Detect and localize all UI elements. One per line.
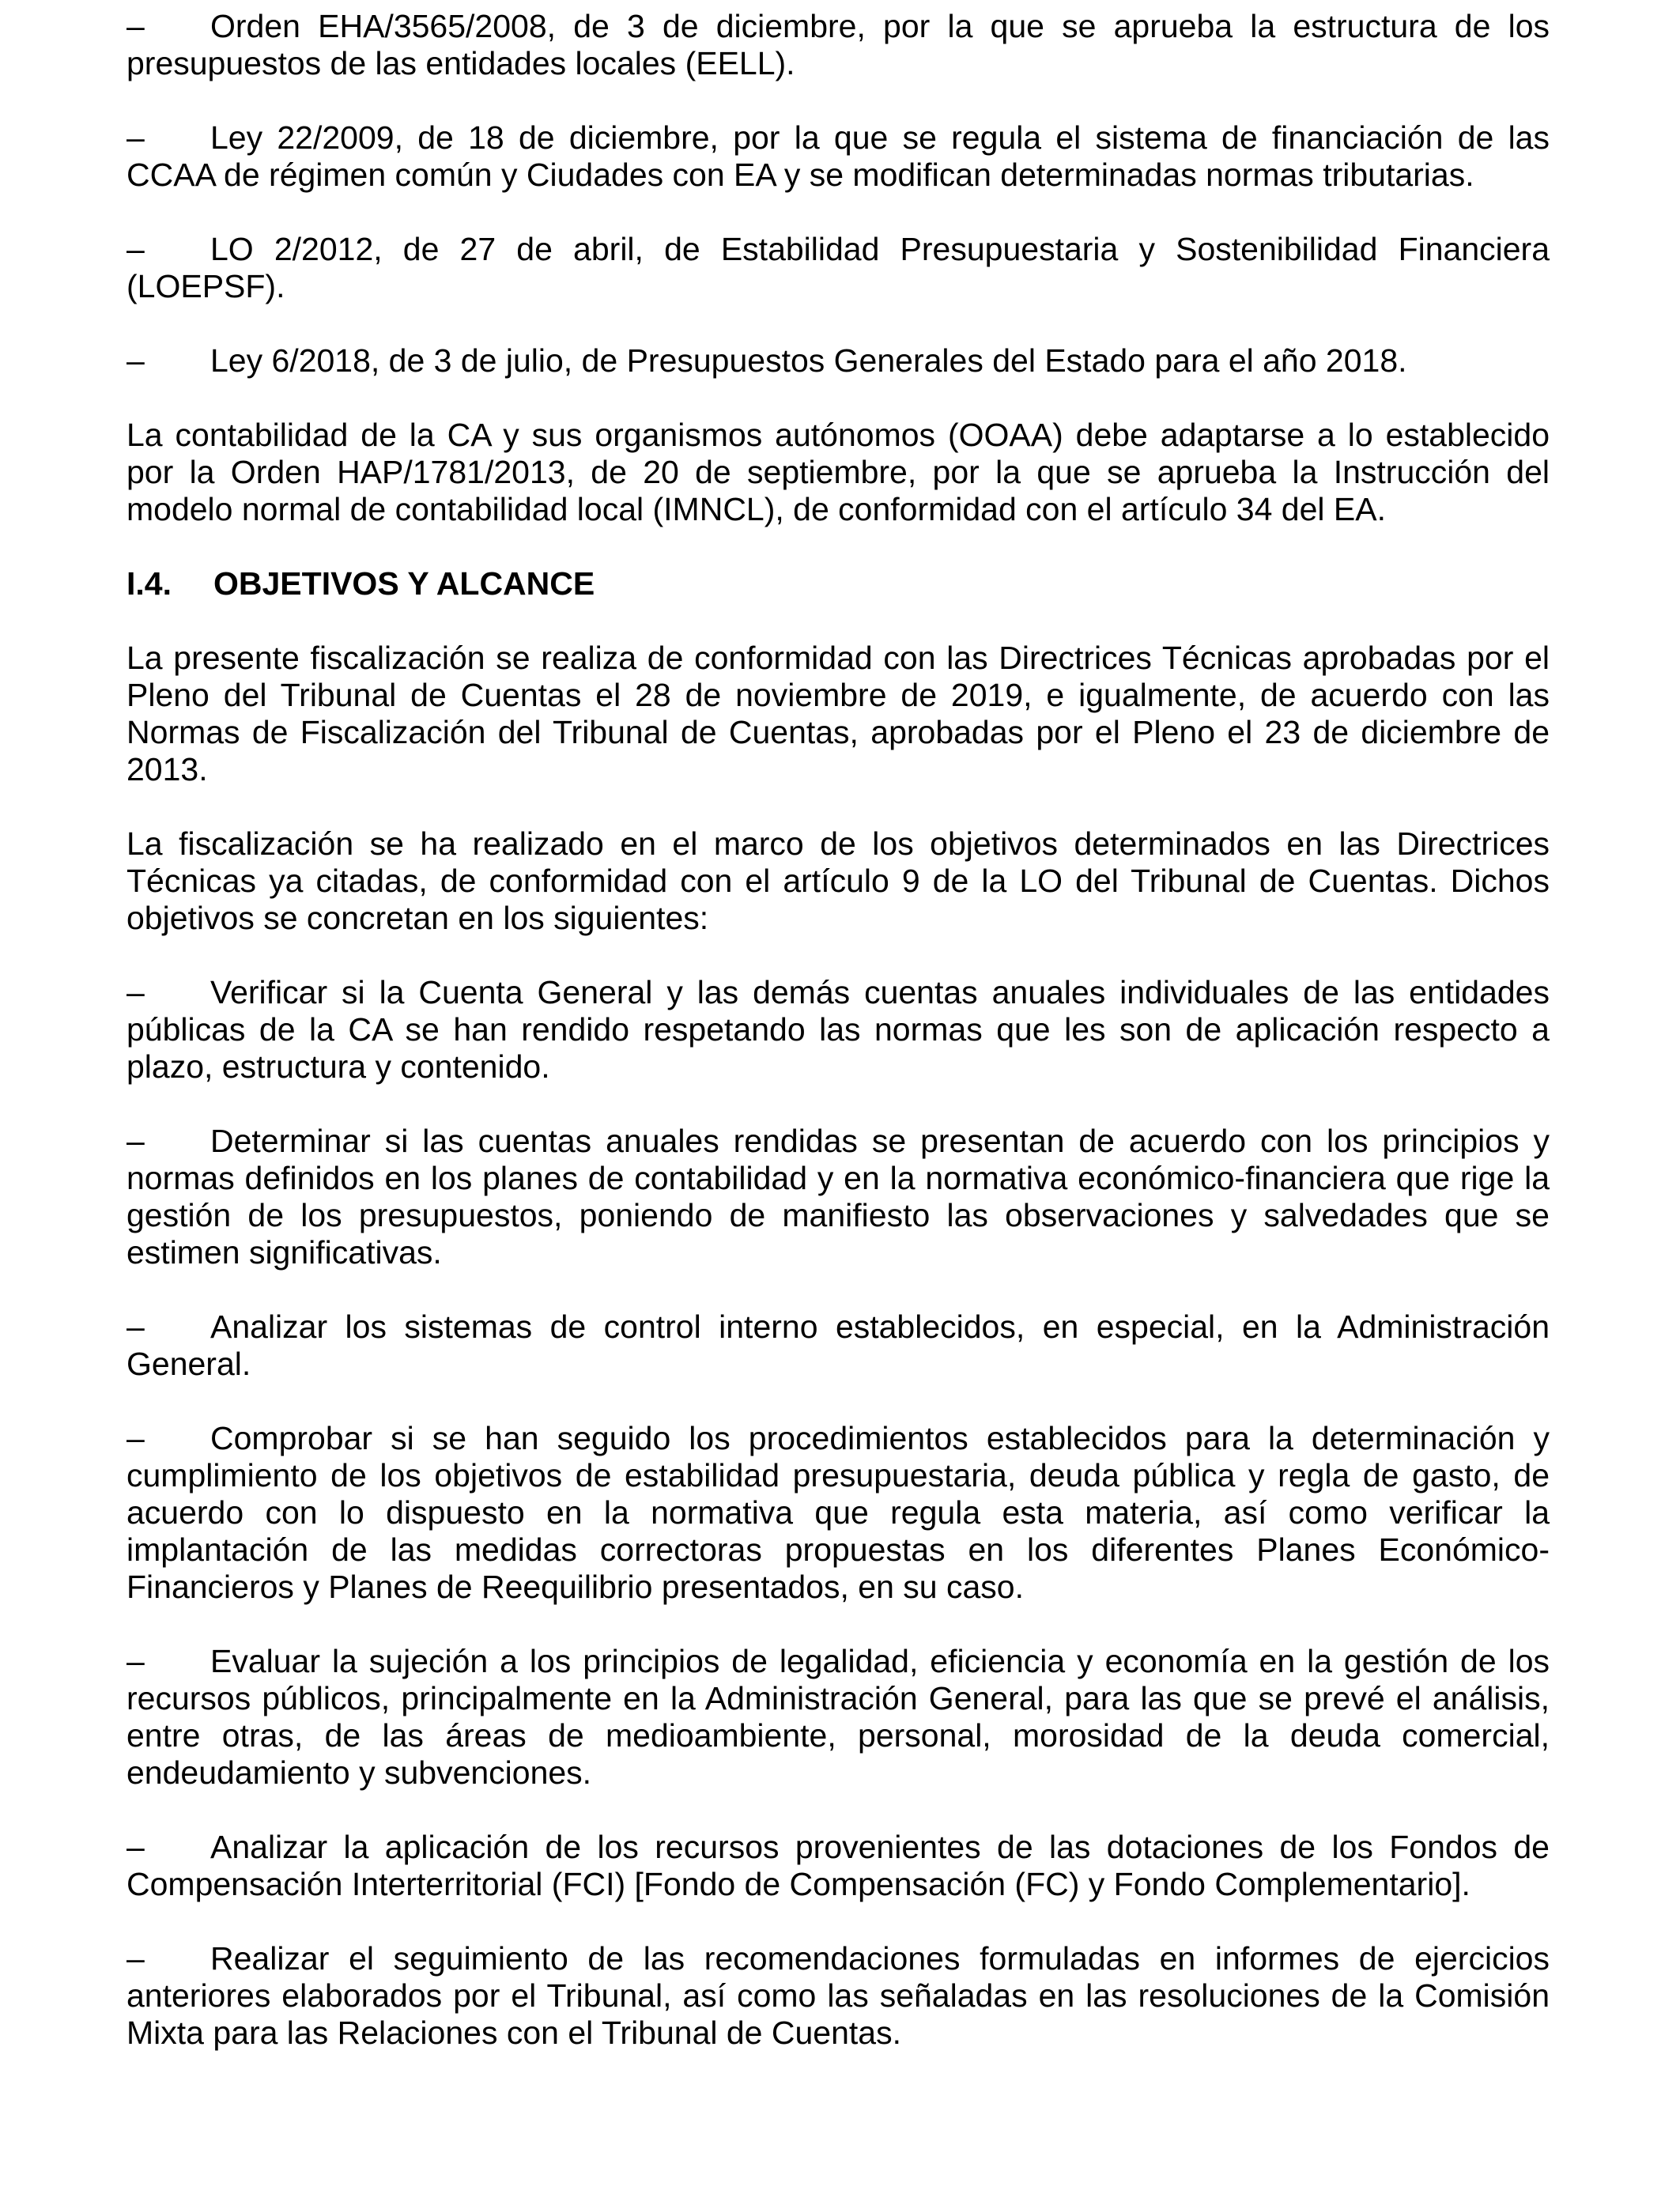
paragraph-fiscalizacion: La presente fiscalización se realiza de conformidad con las Directrices Técnicas aprobadas por el Pleno del Tribunal de Cuentas el 28 de noviembre de 2019, e igualmente, de acuerdo con las Normas de Fiscalización del Tribunal de Cuentas, aprobadas por el Pleno el 23 de diciembre de 2013. [126,640,1550,787]
legal-list-item [126,231,1550,305]
legal-list-item [126,342,1550,380]
section-heading [126,565,1550,602]
dash-marker: – [126,119,145,156]
dash-marker: – [126,1940,145,1977]
dash-marker: – [126,1123,145,1159]
objective-item-text: Analizar la aplicación de los recursos provenientes de las dotaciones de los Fondos de Compensación Interterritorial (FCI) [Fondo de Compensación (FC) y Fondo Complementario]. [126,1829,1550,1902]
legal-list-item-text: Ley 6/2018, de 3 de julio, de Presupuestos Generales del Estado para el año 2018. [210,342,1407,379]
document-page [126,8,1550,2089]
paragraph-objetivos: La fiscalización se ha realizado en el marco de los objetivos determinados en las Directrices Técnicas ya citadas, de conformidad con el artículo 9 de la LO del Tribunal de Cuentas. Dichos objetivos se concretan en los siguientes: [126,825,1550,936]
legal-list-item [126,8,1550,82]
dash-marker: – [126,231,145,267]
objective-item-text: Realizar el seguimiento de las recomendaciones formuladas en informes de ejercicios anteriores elaborados por el Tribunal, así como las señaladas en las resoluciones de la Comisión Mixta para las Relaciones con el Tribunal de Cuentas. [126,1940,1550,2051]
objective-item [126,1308,1550,1383]
objective-item-text: Comprobar si se han seguido los procedimientos establecidos para la determinación y cumplimiento de los objetivos de estabilidad presupuestaria, deuda pública y regla de gasto, de acuerdo con lo dispuesto en la normativa que regula esta materia, así como verificar la implantación de las medidas correctoras propuestas en los diferentes Planes Económico-Financieros y Planes de Reequilibrio presentados, en su caso. [126,1420,1550,1605]
dash-marker: – [126,1420,145,1456]
dash-marker: – [126,342,145,379]
objective-item [126,1940,1550,2052]
dash-marker: – [126,974,145,1010]
objective-item [126,1123,1550,1271]
legal-list-item-text: Ley 22/2009, de 18 de diciembre, por la que se regula el sistema de financiación de las CCAA de régimen común y Ciudades con EA y se modifican determinadas normas tributarias. [126,119,1550,193]
legal-list-item [126,119,1550,194]
objective-item-text: Determinar si las cuentas anuales rendidas se presentan de acuerdo con los principios y normas definidos en los planes de contabilidad y en la normativa económico-financiera que rige la gestión de los presupuestos, poniendo de manifiesto las observaciones y salvedades que se estimen significativas. [126,1123,1550,1271]
legal-list-item-text: LO 2/2012, de 27 de abril, de Estabilidad Presupuestaria y Sostenibilidad Financiera (LOEPSF). [126,231,1550,304]
objective-item-text: Verificar si la Cuenta General y las demás cuentas anuales individuales de las entidades públicas de la CA se han rendido respetando las normas que les son de aplicación respecto a plazo, estructura y contenido. [126,974,1550,1085]
section-number: I.4. [126,565,172,602]
objective-item [126,1643,1550,1792]
objective-item [126,974,1550,1086]
dash-marker: – [126,1829,145,1865]
objective-item-text: Analizar los sistemas de control interno establecidos, en especial, en la Administración General. [126,1308,1550,1382]
legal-list-item-text: Orden EHA/3565/2008, de 3 de diciembre, por la que se aprueba la estructura de los presupuestos de las entidades locales (EELL). [126,8,1550,81]
paragraph-contabilidad: La contabilidad de la CA y sus organismos autónomos (OOAA) debe adaptarse a lo establecido por la Orden HAP/1781/2013, de 20 de septiembre, por la que se aprueba la Instrucción del modelo normal de contabilidad local (IMNCL), de conformidad con el artículo 34 del EA. [126,417,1550,527]
section-title: OBJETIVOS Y ALCANCE [213,565,595,602]
dash-marker: – [126,8,145,44]
objective-item-text: Evaluar la sujeción a los principios de legalidad, eficiencia y economía en la gestión de los recursos públicos, principalmente en la Administración General, para las que se prevé el análisis, entre otras, de las áreas de medioambiente, personal, morosidad de la deuda comercial, endeudamiento y subvenciones. [126,1643,1550,1791]
objective-item [126,1420,1550,1606]
dash-marker: – [126,1643,145,1679]
dash-marker: – [126,1308,145,1345]
objective-item [126,1829,1550,1903]
